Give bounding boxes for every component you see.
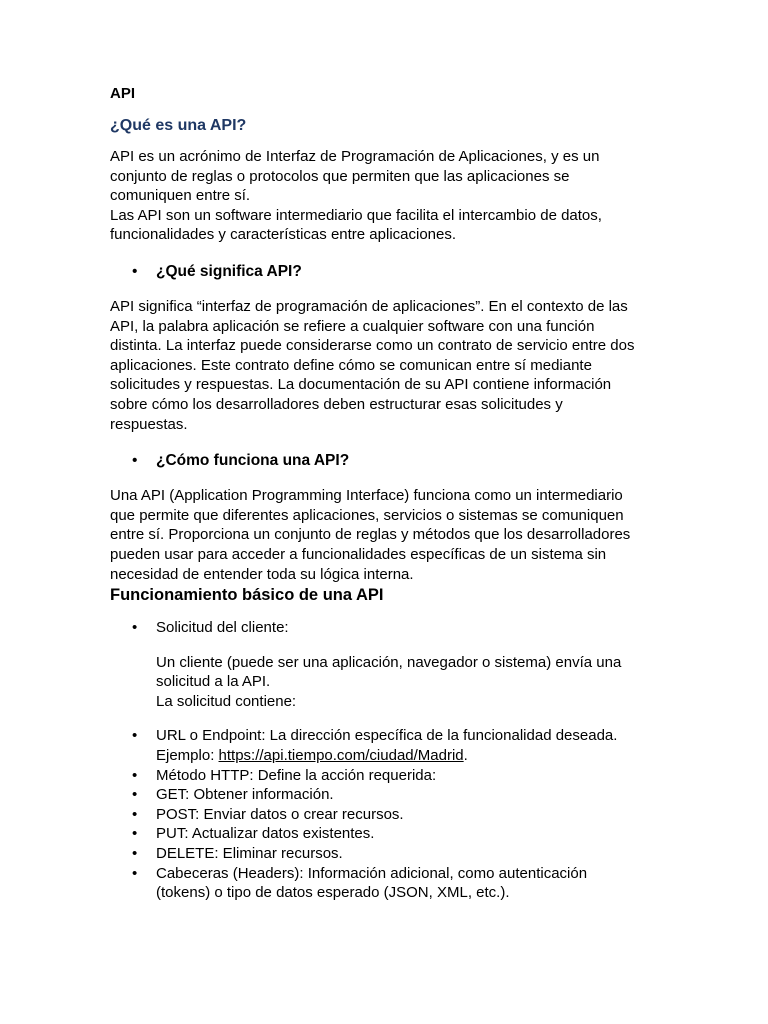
- paragraph-line: entre sí. Proporciona un conjunto de reglas y métodos que los desarrolladores: [110, 526, 631, 544]
- bullet-icon: •: [132, 864, 138, 882]
- paragraph-line: Una API (Application Programming Interface) funciona como un intermediario: [110, 487, 623, 505]
- paragraph-line: Un cliente (puede ser una aplicación, navegador o sistema) envía una: [156, 653, 622, 671]
- paragraph-line: comuniquen entre sí.: [110, 187, 251, 205]
- bullet-icon: •: [132, 766, 138, 784]
- example-suffix: .: [463, 747, 468, 765]
- paragraph-line: La solicitud contiene:: [156, 692, 297, 710]
- list-item-label: PUT: Actualizar datos existentes.: [156, 825, 375, 843]
- paragraph-meaning: [110, 297, 768, 434]
- list-item-put: [110, 824, 670, 844]
- paragraph-line: que permite que diferentes aplicaciones, servicios o sistemas se comuniquen: [110, 506, 624, 524]
- paragraph-line: API significa “interfaz de programación de aplicaciones”. En el contexto de las: [110, 297, 628, 315]
- bullet-icon: •: [132, 805, 138, 823]
- example-prefix: Ejemplo:: [156, 747, 219, 765]
- list-item-post: [110, 805, 670, 825]
- paragraph-line: distinta. La interfaz puede considerarse como un contrato de servicio entre dos: [110, 337, 635, 355]
- list-item-headers: [110, 864, 670, 903]
- list-item-label: POST: Enviar datos o crear recursos.: [156, 805, 404, 823]
- paragraph-line: aplicaciones. Este contrato define cómo se comunican entre sí mediante: [110, 356, 592, 374]
- heading-what-is-api: ¿Qué es una API?: [110, 117, 247, 134]
- paragraph-line: pueden usar para acceder a funcionalidades específicas de un sistema sin: [110, 545, 607, 563]
- bullet-icon: •: [132, 845, 138, 863]
- paragraph-line: respuestas.: [110, 415, 188, 433]
- paragraph-line: funcionalidades y características entre aplicaciones.: [110, 226, 457, 244]
- bullet-icon: •: [132, 452, 138, 470]
- list-item-label: URL o Endpoint: La dirección específica de la funcionalidad deseada.: [156, 727, 618, 745]
- paragraph-line: solicitud a la API.: [156, 673, 271, 691]
- client-request-description: [110, 653, 768, 712]
- list-item-label: Cabeceras (Headers): Información adicional, como autenticación: [156, 864, 588, 882]
- paragraph-line: sobre cómo los desarrolladores deben estructurar esas solicitudes y: [110, 395, 563, 413]
- bullet-icon: •: [132, 619, 138, 637]
- paragraph-line: solicitudes y respuestas. La documentación de su API contiene información: [110, 376, 612, 394]
- list-item-http-method: [110, 766, 670, 786]
- document-title: API: [110, 85, 136, 102]
- list-item-label-cont: (tokens) o tipo de datos esperado (JSON, XML, etc.).: [156, 884, 510, 902]
- bullet-icon: •: [132, 786, 138, 804]
- bullet-heading-how-works: [110, 450, 768, 472]
- example-url-link[interactable]: https://api.tiempo.com/ciudad/Madrid: [218, 747, 464, 765]
- list-item-label: Método HTTP: Define la acción requerida:: [156, 766, 437, 784]
- paragraph-intro: [110, 147, 768, 245]
- list-item-label: GET: Obtener información.: [156, 786, 334, 804]
- list-item-get: [110, 785, 670, 805]
- list-item-client-request: [110, 618, 670, 638]
- paragraph-line: API, la palabra aplicación se refiere a cualquier software con una función: [110, 317, 595, 335]
- bullet-heading-label: ¿Qué significa API?: [156, 262, 302, 280]
- paragraph-how-works: [110, 486, 768, 584]
- bullet-icon: •: [132, 262, 138, 280]
- bullet-heading-label: ¿Cómo funciona una API?: [156, 452, 350, 470]
- list-item-delete: [110, 844, 670, 864]
- request-contents-list: [110, 726, 768, 902]
- bullet-icon: •: [132, 727, 138, 745]
- bullet-icon: •: [132, 825, 138, 843]
- paragraph-line: conjunto de reglas o protocolos que permiten que las aplicaciones se: [110, 167, 570, 185]
- list-item-url-endpoint: [110, 726, 670, 765]
- list-item-label: Solicitud del cliente:: [156, 619, 289, 637]
- paragraph-line: API es un acrónimo de Interfaz de Programación de Aplicaciones, y es un: [110, 148, 600, 165]
- heading-basic-functioning: Funcionamiento básico de una API: [110, 586, 384, 605]
- bullet-heading-what-means: [110, 261, 768, 283]
- paragraph-line: Las API son un software intermediario que facilita el intercambio de datos,: [110, 206, 602, 224]
- list-item-label: DELETE: Eliminar recursos.: [156, 845, 343, 863]
- paragraph-line: necesidad de entender toda su lógica interna.: [110, 565, 414, 583]
